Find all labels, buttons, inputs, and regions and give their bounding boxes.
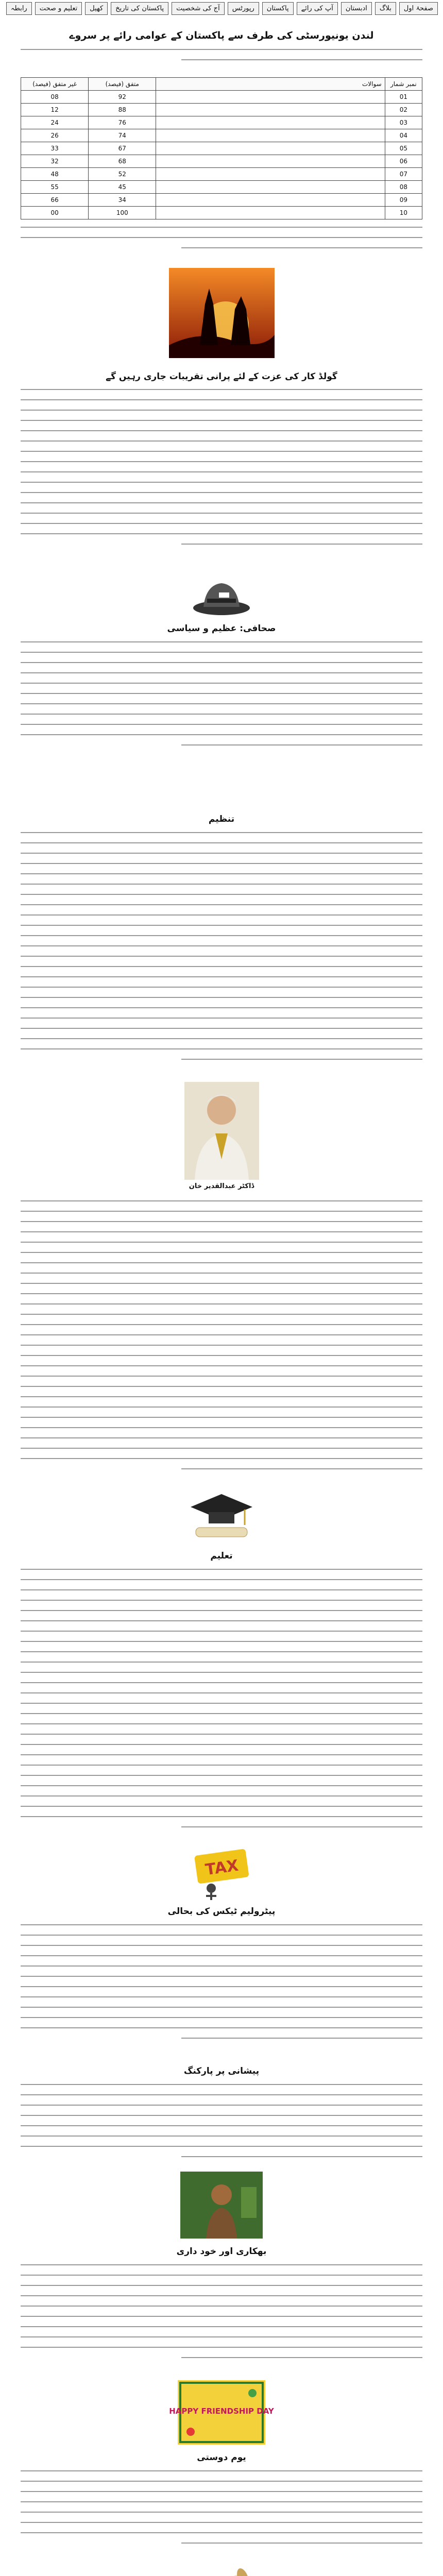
row-disagree: 08 bbox=[21, 91, 89, 104]
table-row bbox=[21, 155, 422, 168]
row-agree: 76 bbox=[89, 116, 156, 129]
nav-item[interactable]: پاکستان bbox=[262, 2, 294, 15]
row-disagree: 33 bbox=[21, 142, 89, 155]
col-header-question: سوالات bbox=[156, 78, 385, 91]
section-2-text bbox=[21, 641, 422, 755]
row-number: 07 bbox=[385, 168, 422, 181]
row-disagree: 55 bbox=[21, 181, 89, 194]
row-question bbox=[156, 142, 385, 155]
nav-item[interactable]: بلاگ bbox=[375, 2, 396, 15]
table-row bbox=[21, 129, 422, 142]
section-9-text bbox=[21, 2470, 422, 2553]
image-caption: ڈاکٹر عبدالقدیر خان bbox=[189, 1182, 254, 1190]
row-agree: 88 bbox=[89, 104, 156, 116]
row-disagree: 48 bbox=[21, 168, 89, 181]
row-question bbox=[156, 104, 385, 116]
section-1-text bbox=[21, 389, 422, 554]
row-agree: 100 bbox=[89, 207, 156, 219]
section-5-text bbox=[21, 1569, 422, 1837]
row-disagree: 24 bbox=[21, 116, 89, 129]
survey-header-row bbox=[21, 78, 422, 91]
section-heading: گولڈ کار کی عزت کے لئے پرانی تقریبات جاری رہیں گے bbox=[106, 371, 337, 382]
row-question bbox=[156, 168, 385, 181]
row-number: 09 bbox=[385, 194, 422, 207]
table-row bbox=[21, 142, 422, 155]
row-question bbox=[156, 91, 385, 104]
row-number: 08 bbox=[385, 181, 422, 194]
nav-item[interactable]: آپ کی رائے bbox=[297, 2, 338, 15]
hat-image bbox=[191, 577, 252, 618]
row-question bbox=[156, 194, 385, 207]
nav-item[interactable]: آج کی شخصیت bbox=[172, 2, 225, 15]
row-number: 01 bbox=[385, 91, 422, 104]
table-row bbox=[21, 181, 422, 194]
top-navigation bbox=[0, 0, 443, 21]
nav-item[interactable]: تعلیم و صحت bbox=[35, 2, 82, 15]
page-title: لندن یونیورسٹی کی طرف سے پاکستان کے عوامی رائے پر سروے bbox=[69, 30, 374, 41]
col-header-no: نمبر شمار bbox=[385, 78, 422, 91]
section-heading: تنظیم bbox=[208, 814, 235, 824]
section-heading: یوم دوستی bbox=[197, 2452, 246, 2463]
graduation-cap-image bbox=[188, 1489, 255, 1546]
section-7-text bbox=[21, 2084, 422, 2166]
nav-item[interactable]: ادبستان bbox=[341, 2, 372, 15]
survey-table bbox=[21, 77, 422, 219]
row-agree: 74 bbox=[89, 129, 156, 142]
table-row bbox=[21, 194, 422, 207]
section-heading: بھکاری اور خود داری bbox=[176, 2246, 267, 2257]
section-4-text bbox=[21, 1200, 422, 1479]
row-disagree: 66 bbox=[21, 194, 89, 207]
row-number: 02 bbox=[385, 104, 422, 116]
table-row bbox=[21, 91, 422, 104]
sunset-silhouette-image bbox=[169, 268, 275, 358]
scroll-image bbox=[185, 2566, 258, 2576]
row-question bbox=[156, 207, 385, 219]
row-agree: 67 bbox=[89, 142, 156, 155]
row-number: 06 bbox=[385, 155, 422, 168]
nav-item[interactable]: رپورٹس bbox=[228, 2, 259, 15]
section-8-text bbox=[21, 2264, 422, 2367]
intro-text bbox=[21, 49, 422, 70]
table-row bbox=[21, 168, 422, 181]
col-header-agree: متفق (فیصد) bbox=[89, 78, 156, 91]
beggar-photo-image bbox=[180, 2172, 263, 2239]
portrait-image bbox=[184, 1082, 259, 1180]
section-heading: صحافی: عظیم و سیاسی bbox=[167, 623, 276, 634]
nav-item[interactable]: کھیل bbox=[85, 2, 108, 15]
row-agree: 52 bbox=[89, 168, 156, 181]
row-question bbox=[156, 129, 385, 142]
row-disagree: 26 bbox=[21, 129, 89, 142]
nav-item[interactable]: رابطہ bbox=[6, 2, 32, 15]
row-number: 05 bbox=[385, 142, 422, 155]
nav-item[interactable]: صفحۂ اول bbox=[399, 2, 438, 15]
friendship-day-image bbox=[169, 2380, 274, 2445]
section-6-text bbox=[21, 1924, 422, 2048]
table-row bbox=[21, 207, 422, 219]
row-number: 04 bbox=[385, 129, 422, 142]
tax-label: TAX bbox=[204, 1856, 240, 1879]
friendship-day-text: HAPPY FRIENDSHIP DAY bbox=[169, 2406, 274, 2416]
row-disagree: 12 bbox=[21, 104, 89, 116]
row-disagree: 00 bbox=[21, 207, 89, 219]
section-heading: پیٹرولیم ٹیکس کی بحالی bbox=[167, 1906, 276, 1917]
row-disagree: 32 bbox=[21, 155, 89, 168]
row-question bbox=[156, 181, 385, 194]
row-question bbox=[156, 155, 385, 168]
section-3-text bbox=[21, 832, 422, 1069]
row-number: 10 bbox=[385, 207, 422, 219]
nav-list bbox=[6, 2, 438, 15]
nav-item[interactable]: پاکستان کی تاریخ bbox=[111, 2, 168, 15]
row-agree: 92 bbox=[89, 91, 156, 104]
row-agree: 68 bbox=[89, 155, 156, 168]
tax-image bbox=[188, 1844, 255, 1901]
row-question bbox=[156, 116, 385, 129]
section-heading: پیشانی پر پارکنگ bbox=[183, 2066, 260, 2076]
table-row bbox=[21, 116, 422, 129]
section-heading: تعلیم bbox=[210, 1551, 233, 1561]
row-number: 03 bbox=[385, 116, 422, 129]
row-agree: 45 bbox=[89, 181, 156, 194]
table-row bbox=[21, 104, 422, 116]
row-agree: 34 bbox=[89, 194, 156, 207]
note-lines bbox=[21, 227, 422, 258]
col-header-disagree: غیر متفق (فیصد) bbox=[21, 78, 89, 91]
